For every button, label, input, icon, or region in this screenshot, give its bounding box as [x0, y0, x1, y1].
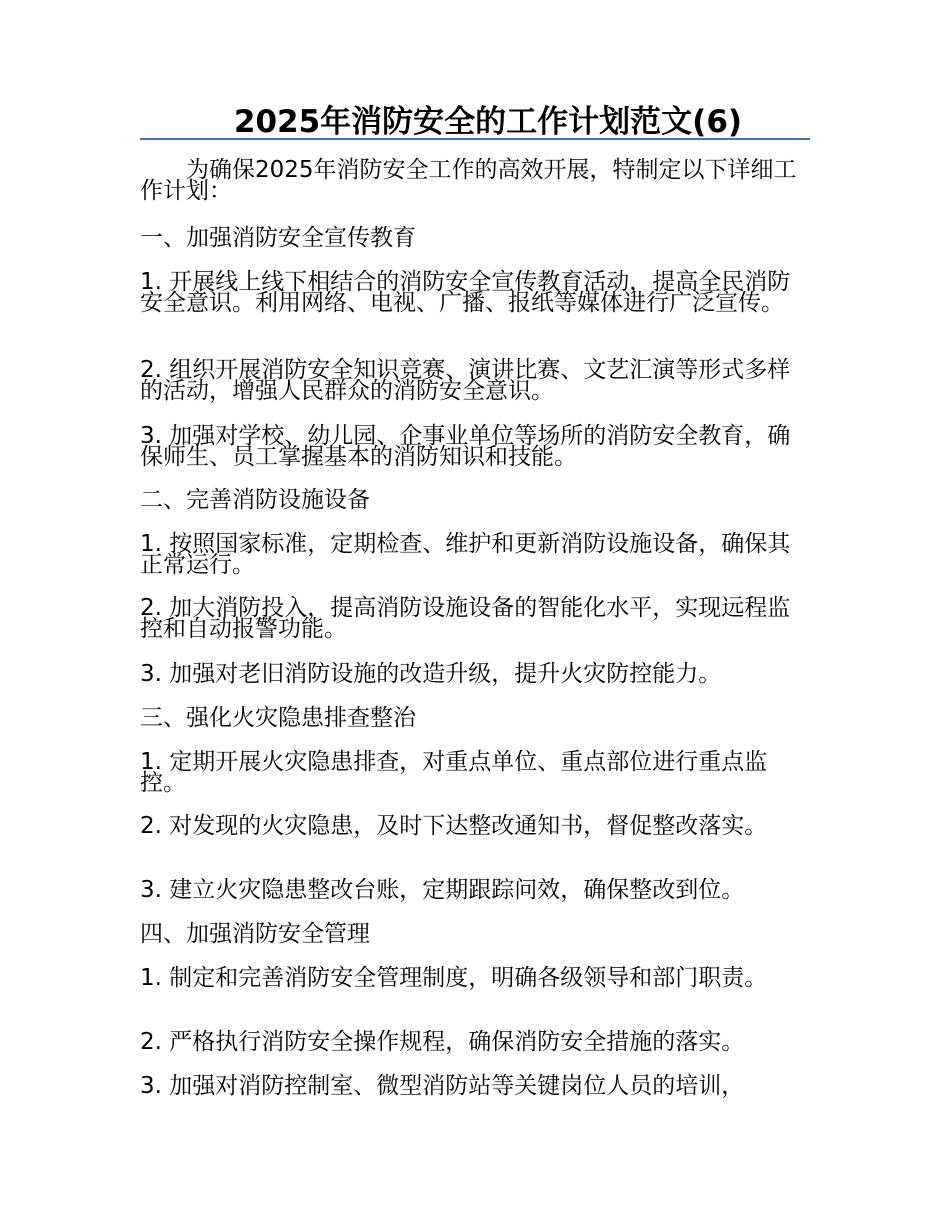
paragraph-4-2: 2. 严格执行消防安全操作规程，确保消防安全措施的落实。 [140, 1029, 745, 1055]
paragraph-2-1: 1. 按照国家标准，定期检查、维护和更新消防设施设备，确保其正常运行。 [140, 531, 791, 578]
paragraph-3-1: 1. 定期开展火灾隐患排查，对重点单位、重点部位进行重点监控。 [140, 749, 768, 796]
section-heading-2: 二、完善消防设施设备 [140, 487, 370, 513]
paragraph-4-1: 1. 制定和完善消防安全管理制度，明确各级领导和部门职责。 [140, 965, 768, 991]
paragraph-3-2: 2. 对发现的火灾隐患，及时下达整改通知书，督促整改落实。 [140, 813, 768, 839]
paragraph-1-2: 2. 组织开展消防安全知识竞赛、演讲比赛、文艺汇演等形式多样的活动，增强人民群众的消防安全意识。 [140, 357, 791, 404]
section-heading-1: 一、加强消防安全宣传教育 [140, 225, 416, 251]
paragraph-1-1: 1. 开展线上线下相结合的消防安全宣传教育活动，提高全民消防安全意识。利用网络、电视、广播、报纸等媒体进行广泛宣传。 [140, 269, 791, 316]
paragraph-1-3: 3. 加强对学校、幼儿园、企事业单位等场所的消防安全教育，确保师生、员工掌握基本的消防知识和技能。 [140, 423, 791, 470]
paragraph-2-2: 2. 加大消防投入，提高消防设施设备的智能化水平，实现远程监控和自动报警功能。 [140, 595, 791, 642]
page-title: 2025年消防安全的工作计划范文(6) [233, 104, 743, 140]
title-underline [140, 138, 810, 140]
section-heading-3: 三、强化火灾隐患排查整治 [140, 705, 416, 731]
paragraph-4-3: 3. 加强对消防控制室、微型消防站等关键岗位人员的培训， [140, 1073, 745, 1099]
paragraph-3-3: 3. 建立火灾隐患整改台账，定期跟踪问效，确保整改到位。 [140, 877, 745, 903]
intro-paragraph: 为确保2025年消防安全工作的高效开展，特制定以下详细工作计划： [140, 157, 797, 204]
paragraph-2-3: 3. 加强对老旧消防设施的改造升级，提升火灾防控能力。 [140, 661, 722, 687]
section-heading-4: 四、加强消防安全管理 [140, 921, 370, 947]
